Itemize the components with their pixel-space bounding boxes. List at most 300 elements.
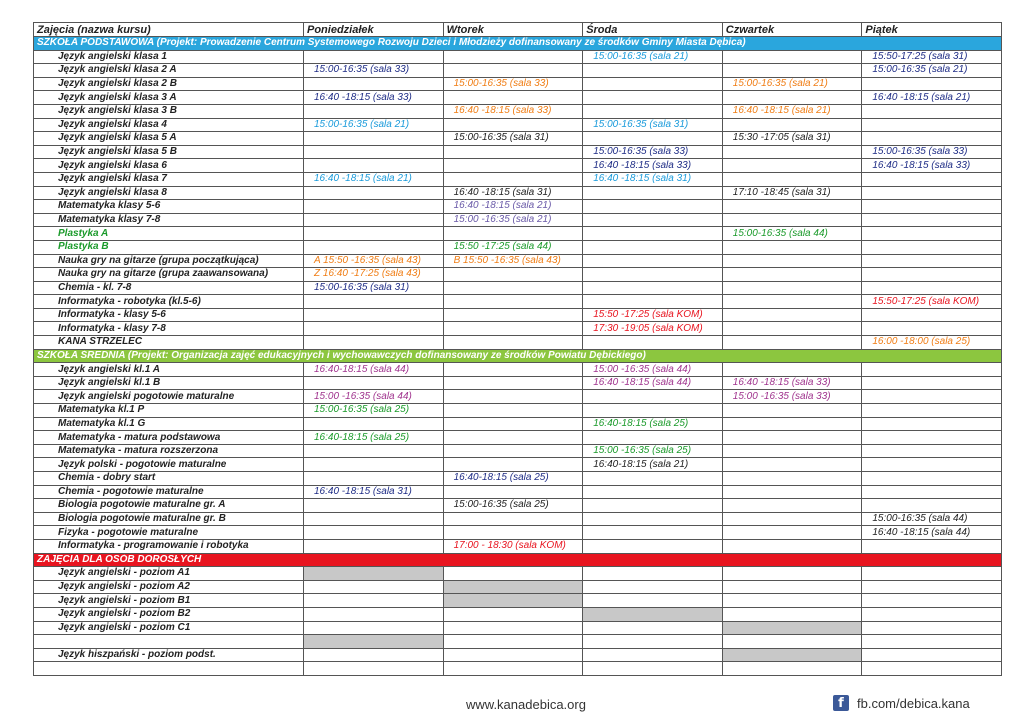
table-row	[34, 404, 1002, 418]
table-row	[34, 635, 1002, 649]
schedule-cell-empty	[443, 268, 583, 282]
schedule-cell-empty	[583, 648, 723, 662]
schedule-cell: 15:00-16:35 (sala 21)	[304, 118, 444, 132]
schedule-cell-shaded	[304, 567, 444, 581]
section-header-red	[34, 553, 1002, 567]
schedule-cell-empty	[862, 621, 1002, 635]
schedule-cell-empty	[443, 159, 583, 173]
schedule-cell-empty	[304, 417, 444, 431]
facebook-link[interactable]	[833, 695, 970, 711]
schedule-cell: 16:40 -18:15 (sala 31)	[583, 172, 723, 186]
schedule-cell-empty	[722, 417, 862, 431]
schedule-cell-empty	[722, 159, 862, 173]
schedule-cell-empty	[722, 295, 862, 309]
schedule-cell: 16:40-18:15 (sala 21)	[583, 458, 723, 472]
table-row	[34, 281, 1002, 295]
schedule-cell: 17:10 -18:45 (sala 31)	[722, 186, 862, 200]
schedule-cell-empty	[583, 64, 723, 78]
schedule-cell-empty	[722, 336, 862, 350]
schedule-cell-empty	[583, 621, 723, 635]
schedule-cell: 16:40 -18:15 (sala 21)	[443, 200, 583, 214]
schedule-cell-empty	[443, 621, 583, 635]
schedule-cell-empty	[304, 145, 444, 159]
schedule-cell: 16:40-18:15 (sala 25)	[583, 417, 723, 431]
schedule-cell-empty	[722, 444, 862, 458]
table-row	[34, 539, 1002, 553]
table-row	[34, 186, 1002, 200]
schedule-cell-empty	[583, 485, 723, 499]
schedule-cell: 16:40 -18:15 (sala 21)	[862, 91, 1002, 105]
website-link[interactable]: www.kanadebica.org	[466, 697, 586, 712]
header-thursday: Czwartek	[722, 23, 862, 37]
schedule-cell: 15:50 -17:25 (sala 44)	[443, 240, 583, 254]
table-row	[34, 227, 1002, 241]
schedule-cell: 15:00 -16:35 (sala 25)	[583, 444, 723, 458]
schedule-cell-empty	[862, 322, 1002, 336]
schedule-cell-empty	[722, 472, 862, 486]
schedule-cell-empty	[862, 594, 1002, 608]
schedule-cell: 16:40 -18:15 (sala 33)	[443, 104, 583, 118]
table-row	[34, 444, 1002, 458]
schedule-cell-empty	[583, 295, 723, 309]
schedule-cell-empty	[862, 417, 1002, 431]
schedule-cell-empty	[722, 213, 862, 227]
schedule-cell-empty	[722, 91, 862, 105]
schedule-cell-empty	[304, 376, 444, 390]
schedule-cell-empty	[722, 200, 862, 214]
schedule-body	[34, 37, 1002, 676]
schedule-cell: 15:00 -16:35 (sala 44)	[304, 390, 444, 404]
schedule-cell-empty	[583, 281, 723, 295]
schedule-cell: 15:00-16:35 (sala 33)	[583, 145, 723, 159]
schedule-cell: 15:00-16:35 (sala 31)	[443, 132, 583, 146]
schedule-cell: 16:40 -18:15 (sala 21)	[304, 172, 444, 186]
table-row	[34, 77, 1002, 91]
schedule-cell: 17:30 -19:05 (sala KOM)	[583, 322, 723, 336]
schedule-cell-empty	[583, 268, 723, 282]
schedule-cell-empty	[583, 580, 723, 594]
schedule-cell: 15:00-16:35 (sala 21)	[862, 64, 1002, 78]
schedule-cell-empty	[304, 213, 444, 227]
schedule-cell-empty	[304, 159, 444, 173]
table-row	[34, 662, 1002, 676]
schedule-cell-empty	[862, 268, 1002, 282]
schedule-cell: 15:00-16:35 (sala 31)	[304, 281, 444, 295]
table-row	[34, 159, 1002, 173]
schedule-cell-empty	[722, 172, 862, 186]
table-row	[34, 526, 1002, 540]
table-row	[34, 118, 1002, 132]
schedule-cell: Z 16:40 -17:25 (sala 43)	[304, 268, 444, 282]
schedule-cell-empty	[583, 132, 723, 146]
schedule-cell: 16:40-18:15 (sala 44)	[304, 363, 444, 377]
schedule-cell: 16:40 -18:15 (sala 31)	[304, 485, 444, 499]
course-name: Język angielski klasa 5 A	[34, 132, 304, 146]
schedule-cell-empty	[862, 648, 1002, 662]
schedule-cell-shaded	[583, 607, 723, 621]
course-name: Plastyka B	[34, 240, 304, 254]
schedule-cell: 15:00-16:35 (sala 33)	[443, 77, 583, 91]
section-title: ZAJĘCIA DLA OSÓB DOROSŁYCH	[34, 553, 1002, 567]
table-row	[34, 363, 1002, 377]
schedule-cell: 15:00-16:35 (sala 33)	[862, 145, 1002, 159]
schedule-cell-empty	[722, 145, 862, 159]
course-name: Biologia pogotowie maturalne gr. A	[34, 499, 304, 513]
header-wednesday: Środa	[583, 23, 723, 37]
table-row	[34, 64, 1002, 78]
table-row	[34, 594, 1002, 608]
schedule-cell-empty	[722, 281, 862, 295]
schedule-cell-empty	[583, 635, 723, 649]
table-row	[34, 322, 1002, 336]
schedule-cell-empty	[722, 539, 862, 553]
schedule-cell-empty	[443, 322, 583, 336]
header-course: Zajęcia (nazwa kursu)	[34, 23, 304, 37]
table-row	[34, 91, 1002, 105]
schedule-cell-empty	[443, 404, 583, 418]
schedule-cell-empty	[722, 363, 862, 377]
schedule-cell-empty	[443, 444, 583, 458]
schedule-cell: 15:00-16:35 (sala 25)	[304, 404, 444, 418]
schedule-cell-empty	[304, 322, 444, 336]
schedule-cell-empty	[583, 336, 723, 350]
header-row	[34, 23, 1002, 37]
schedule-cell-empty	[722, 594, 862, 608]
course-name	[34, 635, 304, 649]
section-header-blue	[34, 37, 1002, 51]
schedule-cell-empty	[583, 404, 723, 418]
schedule-cell: 15:00 -16:35 (sala 21)	[443, 213, 583, 227]
table-row	[34, 376, 1002, 390]
course-name: Chemia - kl. 7-8	[34, 281, 304, 295]
schedule-cell-empty	[443, 512, 583, 526]
header-monday: Poniedziałek	[304, 23, 444, 37]
course-name: Matematyka - matura rozszerzona	[34, 444, 304, 458]
table-row	[34, 50, 1002, 64]
schedule-cell-empty	[304, 227, 444, 241]
schedule-cell-empty	[722, 607, 862, 621]
schedule-cell-empty	[304, 200, 444, 214]
schedule-cell: 15:00-16:35 (sala 44)	[722, 227, 862, 241]
schedule-cell-empty	[722, 458, 862, 472]
table-row	[34, 268, 1002, 282]
schedule-cell-empty	[583, 254, 723, 268]
schedule-cell-empty	[862, 200, 1002, 214]
schedule-cell-empty	[862, 363, 1002, 377]
schedule-cell: 16:40 -18:15 (sala 44)	[862, 526, 1002, 540]
table-row	[34, 499, 1002, 513]
schedule-cell-empty	[862, 186, 1002, 200]
course-name: Język angielski klasa 8	[34, 186, 304, 200]
schedule-cell-empty	[583, 567, 723, 581]
course-name	[34, 662, 304, 676]
schedule-cell-empty	[304, 594, 444, 608]
schedule-cell-empty	[304, 132, 444, 146]
schedule-cell-empty	[862, 580, 1002, 594]
schedule-cell-empty	[862, 662, 1002, 676]
schedule-cell-empty	[443, 308, 583, 322]
schedule-cell-empty	[304, 512, 444, 526]
course-name: Język angielski - poziom B2	[34, 607, 304, 621]
schedule-cell-empty	[443, 64, 583, 78]
schedule-cell-empty	[583, 186, 723, 200]
schedule-cell-empty	[443, 648, 583, 662]
course-name: Plastyka A	[34, 227, 304, 241]
course-name: Informatyka - klasy 5-6	[34, 308, 304, 322]
schedule-cell-empty	[304, 336, 444, 350]
table-row	[34, 254, 1002, 268]
course-name: Język angielski klasa 4	[34, 118, 304, 132]
course-name: Język angielski - poziom A1	[34, 567, 304, 581]
schedule-cell-empty	[583, 499, 723, 513]
course-name: Język angielski klasa 7	[34, 172, 304, 186]
course-name: Język hiszpański - poziom podst.	[34, 648, 304, 662]
course-name: Język angielski - poziom B1	[34, 594, 304, 608]
schedule-table	[33, 22, 1002, 676]
course-name: Język angielski kl.1 A	[34, 363, 304, 377]
schedule-cell-empty	[862, 254, 1002, 268]
schedule-cell-empty	[722, 268, 862, 282]
schedule-cell-empty	[862, 458, 1002, 472]
schedule-cell: 15:00-16:35 (sala 44)	[862, 512, 1002, 526]
schedule-cell-empty	[722, 635, 862, 649]
course-name: Język angielski klasa 2 B	[34, 77, 304, 91]
schedule-cell: 16:40 -18:15 (sala 21)	[722, 104, 862, 118]
schedule-cell-empty	[304, 607, 444, 621]
course-name: Język angielski klasa 3 A	[34, 91, 304, 105]
course-name: Matematyka kl.1 P	[34, 404, 304, 418]
course-name: Język angielski klasa 5 B	[34, 145, 304, 159]
schedule-cell-empty	[304, 621, 444, 635]
schedule-cell: 15:00-16:35 (sala 25)	[443, 499, 583, 513]
table-row	[34, 458, 1002, 472]
schedule-cell-empty	[722, 254, 862, 268]
schedule-cell-empty	[304, 308, 444, 322]
schedule-cell-empty	[722, 431, 862, 445]
schedule-cell: 16:00 -18:00 (sala 25)	[862, 336, 1002, 350]
schedule-cell-empty	[583, 472, 723, 486]
schedule-cell: 16:40 -18:15 (sala 33)	[304, 91, 444, 105]
header-friday: Piątek	[862, 23, 1002, 37]
table-row	[34, 417, 1002, 431]
table-row	[34, 200, 1002, 214]
course-name: Matematyka kl.1 G	[34, 417, 304, 431]
schedule-cell-empty	[304, 499, 444, 513]
schedule-cell-empty	[722, 526, 862, 540]
schedule-cell-empty	[583, 77, 723, 91]
table-row	[34, 621, 1002, 635]
schedule-cell-empty	[583, 240, 723, 254]
table-row	[34, 607, 1002, 621]
schedule-cell-empty	[583, 390, 723, 404]
schedule-cell-empty	[304, 240, 444, 254]
schedule-cell: 15:30 -17:05 (sala 31)	[722, 132, 862, 146]
schedule-cell-empty	[722, 64, 862, 78]
schedule-cell: 16:40-18:15 (sala 25)	[443, 472, 583, 486]
schedule-cell-empty	[443, 295, 583, 309]
course-name: Matematyka - matura podstawowa	[34, 431, 304, 445]
schedule-cell: 16:40 -18:15 (sala 33)	[583, 159, 723, 173]
schedule-cell-empty	[304, 662, 444, 676]
course-name: Język angielski kl.1 B	[34, 376, 304, 390]
course-name: Język angielski klasa 6	[34, 159, 304, 173]
schedule-cell-empty	[443, 567, 583, 581]
schedule-cell: 15:00-16:35 (sala 21)	[722, 77, 862, 91]
schedule-cell-empty	[862, 444, 1002, 458]
schedule-cell-empty	[862, 499, 1002, 513]
schedule-cell: 16:40 -18:15 (sala 33)	[862, 159, 1002, 173]
schedule-cell-empty	[443, 431, 583, 445]
schedule-cell: 15:00 -16:35 (sala 33)	[722, 390, 862, 404]
schedule-cell-empty	[722, 240, 862, 254]
schedule-cell-empty	[862, 172, 1002, 186]
schedule-cell: 15:00-16:35 (sala 33)	[304, 64, 444, 78]
schedule-cell-empty	[722, 485, 862, 499]
schedule-cell-shaded	[443, 580, 583, 594]
schedule-cell: 17:00 - 18:30 (sala KOM)	[443, 539, 583, 553]
schedule-cell-empty	[583, 91, 723, 105]
section-header-green	[34, 349, 1002, 363]
table-row	[34, 336, 1002, 350]
schedule-cell-empty	[304, 580, 444, 594]
schedule-cell: 15:00-16:35 (sala 21)	[583, 50, 723, 64]
table-row	[34, 104, 1002, 118]
schedule-cell: 16:40 -18:15 (sala 31)	[443, 186, 583, 200]
schedule-cell-empty	[304, 648, 444, 662]
course-name: KANA STRZELEC	[34, 336, 304, 350]
schedule-cell-empty	[304, 104, 444, 118]
schedule-cell-empty	[722, 499, 862, 513]
schedule-cell: A 15:50 -16:35 (sala 43)	[304, 254, 444, 268]
schedule-cell-empty	[862, 404, 1002, 418]
schedule-cell-empty	[862, 240, 1002, 254]
facebook-link-text: fb.com/debica.kana	[857, 695, 970, 711]
course-name: Informatyka - robotyka (kl.5-6)	[34, 295, 304, 309]
schedule-cell-empty	[304, 77, 444, 91]
schedule-cell-shaded	[722, 621, 862, 635]
course-name: Język angielski pogotowie maturalne	[34, 390, 304, 404]
schedule-cell: 15:50 -17:25 (sala KOM)	[583, 308, 723, 322]
course-name: Język angielski klasa 3 B	[34, 104, 304, 118]
schedule-cell-empty	[583, 526, 723, 540]
schedule-cell-empty	[862, 472, 1002, 486]
course-name: Informatyka - programowanie i robotyka	[34, 539, 304, 553]
schedule-cell: 16:40 -18:15 (sala 33)	[722, 376, 862, 390]
schedule-cell-empty	[443, 172, 583, 186]
schedule-cell-empty	[862, 104, 1002, 118]
course-name: Język angielski klasa 1	[34, 50, 304, 64]
schedule-cell-empty	[583, 200, 723, 214]
schedule-cell-empty	[583, 213, 723, 227]
schedule-cell-empty	[304, 472, 444, 486]
course-name: Chemia - dobry start	[34, 472, 304, 486]
schedule-cell-empty	[443, 607, 583, 621]
schedule-cell-empty	[583, 662, 723, 676]
schedule-cell-empty	[443, 336, 583, 350]
schedule-cell-empty	[443, 635, 583, 649]
schedule-cell-empty	[583, 227, 723, 241]
schedule-cell-empty	[722, 662, 862, 676]
schedule-cell: 15:00-16:35 (sala 31)	[583, 118, 723, 132]
course-name: Język angielski - poziom A2	[34, 580, 304, 594]
schedule-cell-empty	[862, 118, 1002, 132]
table-row	[34, 512, 1002, 526]
schedule-cell-empty	[304, 539, 444, 553]
schedule-cell-empty	[443, 417, 583, 431]
schedule-cell-empty	[583, 539, 723, 553]
schedule-cell-empty	[722, 512, 862, 526]
schedule-cell-shaded	[722, 648, 862, 662]
course-name: Biologia pogotowie maturalne gr. B	[34, 512, 304, 526]
schedule-cell-empty	[862, 485, 1002, 499]
schedule-cell-empty	[862, 607, 1002, 621]
schedule-cell-empty	[443, 50, 583, 64]
schedule-cell-empty	[862, 213, 1002, 227]
table-row	[34, 580, 1002, 594]
schedule-cell-empty	[304, 50, 444, 64]
schedule-cell-shaded	[443, 594, 583, 608]
table-row	[34, 648, 1002, 662]
table-row	[34, 240, 1002, 254]
table-row	[34, 485, 1002, 499]
schedule-cell-empty	[583, 512, 723, 526]
header-tuesday: Wtorek	[443, 23, 583, 37]
schedule-cell-empty	[862, 539, 1002, 553]
table-row	[34, 390, 1002, 404]
schedule-cell-empty	[722, 404, 862, 418]
schedule-cell-empty	[862, 635, 1002, 649]
schedule-cell: B 15:50 -16:35 (sala 43)	[443, 254, 583, 268]
schedule-cell-empty	[443, 363, 583, 377]
table-row	[34, 431, 1002, 445]
schedule-cell: 16:40 -18:15 (sala 44)	[583, 376, 723, 390]
schedule-cell-empty	[862, 77, 1002, 91]
course-name: Nauka gry na gitarze (grupa początkująca)	[34, 254, 304, 268]
schedule-cell-empty	[443, 281, 583, 295]
table-row	[34, 145, 1002, 159]
course-name: Fizyka - pogotowie maturalne	[34, 526, 304, 540]
table-row	[34, 567, 1002, 581]
schedule-cell-empty	[722, 50, 862, 64]
table-row	[34, 132, 1002, 146]
schedule-cell-empty	[443, 145, 583, 159]
schedule-cell-empty	[722, 118, 862, 132]
table-row	[34, 295, 1002, 309]
schedule-cell-empty	[443, 526, 583, 540]
schedule-cell-shaded	[304, 635, 444, 649]
course-name: Matematyka klasy 5-6	[34, 200, 304, 214]
course-name: Język polski - pogotowie maturalne	[34, 458, 304, 472]
schedule-cell-empty	[304, 458, 444, 472]
schedule-cell-empty	[304, 444, 444, 458]
course-name: Język angielski klasa 2 A	[34, 64, 304, 78]
course-name: Język angielski - poziom C1	[34, 621, 304, 635]
schedule-cell-empty	[862, 376, 1002, 390]
schedule-cell-empty	[443, 662, 583, 676]
section-title: SZKOŁA ŚREDNIA (Projekt: Organizacja zajęć edukacyjnych i wychowawczych dofinansowany ze środków Powiatu Dębickiego)	[34, 349, 1002, 363]
schedule-cell: 15:00 -16:35 (sala 44)	[583, 363, 723, 377]
facebook-icon: f	[833, 695, 849, 711]
schedule-cell-empty	[862, 281, 1002, 295]
course-name: Matematyka klasy 7-8	[34, 213, 304, 227]
schedule-cell-empty	[443, 118, 583, 132]
course-name: Nauka gry na gitarze (grupa zaawansowana)	[34, 268, 304, 282]
schedule-cell-empty	[862, 431, 1002, 445]
schedule-cell-empty	[304, 186, 444, 200]
schedule-cell-empty	[722, 580, 862, 594]
table-row	[34, 472, 1002, 486]
schedule-cell-empty	[304, 295, 444, 309]
